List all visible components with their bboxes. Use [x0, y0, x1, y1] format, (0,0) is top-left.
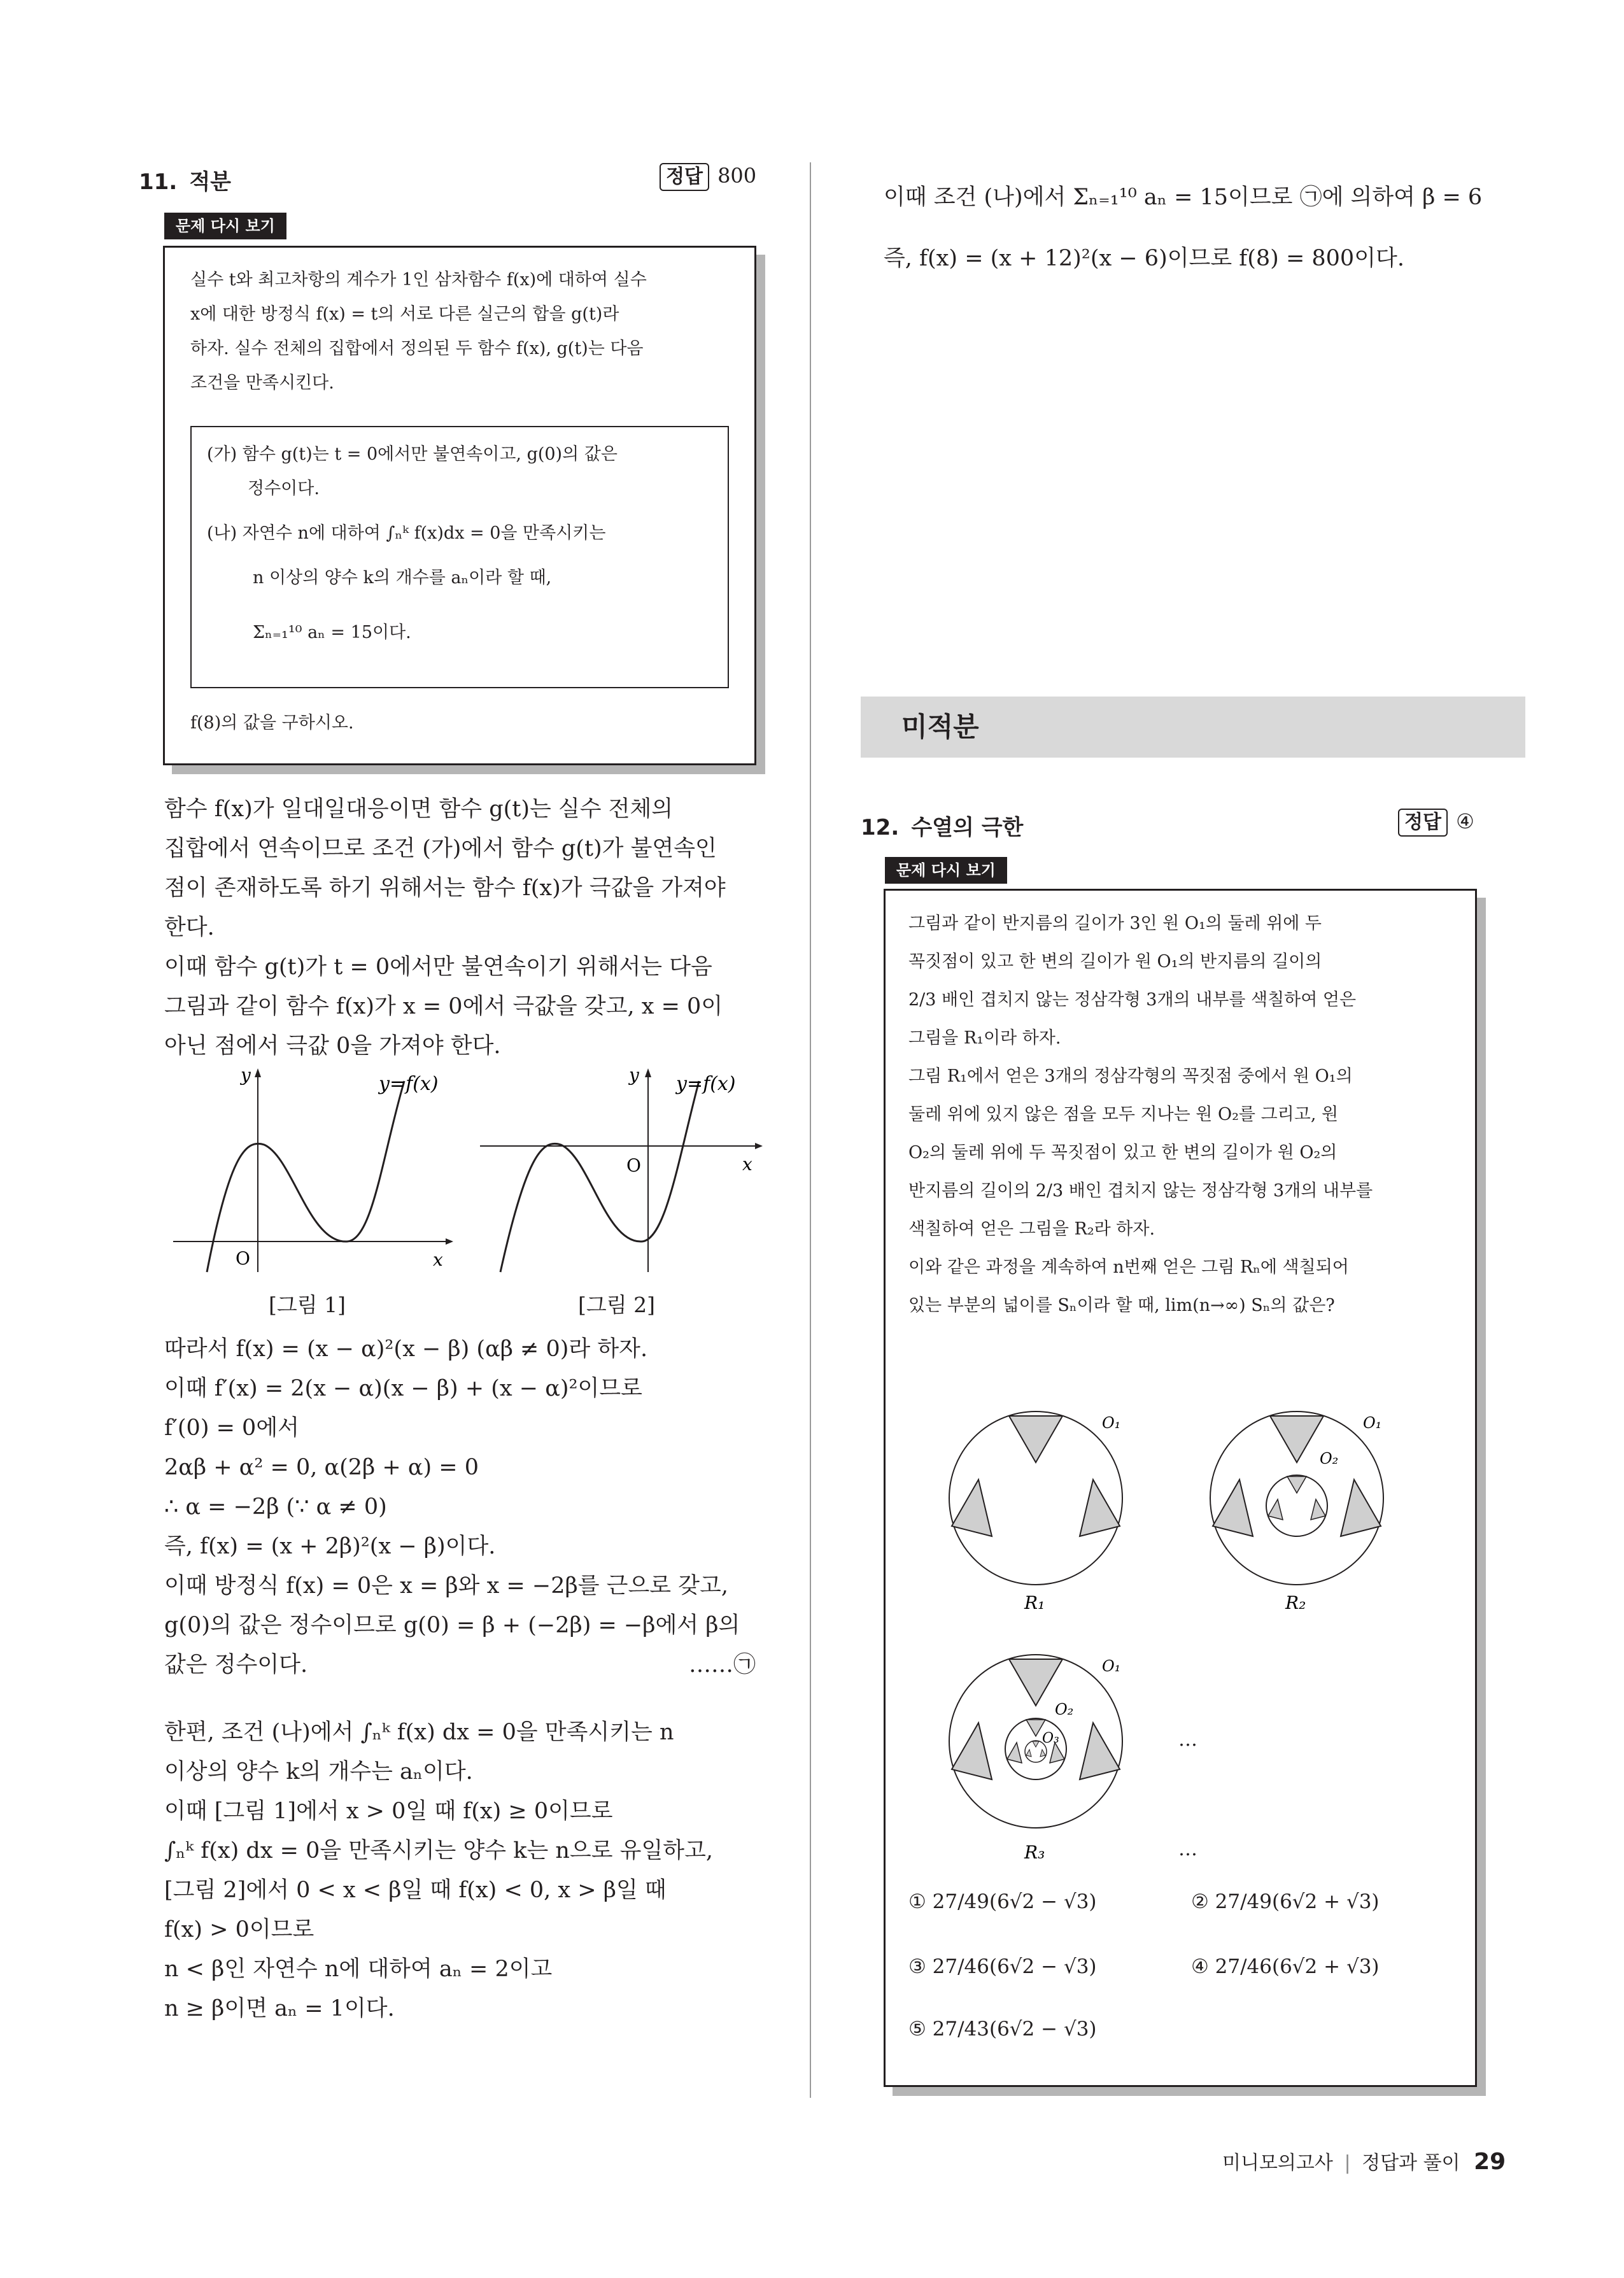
r3-label: R₃	[1024, 1842, 1045, 1863]
solution-line: f(x) > 0이므로	[164, 1917, 314, 1942]
x-axis-arrow	[446, 1238, 453, 1245]
solution-line: 2αβ + α² = 0, α(2β + α) = 0	[164, 1455, 479, 1480]
q12-topic: 수열의 극한	[911, 815, 1024, 840]
mark-reference: ……㉠	[689, 1652, 756, 1678]
o2-label: O₂	[1055, 1701, 1074, 1718]
q12-problem-box	[884, 889, 1477, 2087]
function-curve	[500, 1081, 699, 1272]
problem-line: 반지름의 길이의 2/3 배인 겹치지 않는 정삼각형 3개의 내부를	[908, 1181, 1373, 1201]
y-axis-arrow	[255, 1068, 261, 1077]
solution-line: 그림과 같이 함수 f(x)가 x = 0에서 극값을 갖고, x = 0이	[164, 994, 723, 1019]
q11-number: 11.	[139, 169, 178, 195]
solution-line: 한편, 조건 (나)에서 ∫ₙᵏ f(x) dx = 0을 만족시키는 n	[164, 1720, 674, 1745]
graph1-caption: [그림 1]	[269, 1292, 346, 1317]
problem-line: 실수 t와 최고차항의 계수가 1인 삼차함수 f(x)에 대하여 실수	[190, 270, 647, 290]
problem-line: 하자. 실수 전체의 집합에서 정의된 두 함수 f(x), g(t)는 다음	[190, 339, 644, 358]
choice-5[interactable]: ⑤ 27/43(6√2 − √3)	[908, 2018, 1097, 2041]
q11-condition-box	[190, 426, 729, 688]
solution-line: 이때 방정식 f(x) = 0은 x = β와 x = −2β를 근으로 갖고,	[164, 1573, 728, 1599]
graph-figure-1	[166, 1062, 465, 1278]
o1-label: O₁	[1102, 1414, 1121, 1432]
choice-2[interactable]: ② 27/49(6√2 + √3)	[1191, 1890, 1380, 1913]
cond-na-line3: Σₙ₌₁¹⁰ aₙ = 15이다.	[253, 623, 411, 642]
solution-line: [그림 2]에서 0 < x < β일 때 f(x) < 0, x > β일 때	[164, 1878, 667, 1903]
solution-line: 값은 정수이다.	[164, 1652, 308, 1678]
x-axis-arrow	[755, 1143, 763, 1149]
solution-line: 이때 함수 g(t)가 t = 0에서만 불연속이기 위해서는 다음	[164, 954, 712, 980]
q11-question: f(8)의 값을 구하시오.	[190, 713, 354, 733]
solution-line: ∫ₙᵏ f(x) dx = 0을 만족시키는 양수 k는 n으로 유일하고,	[164, 1838, 714, 1864]
o1-label: O₁	[1102, 1657, 1121, 1675]
ellipsis: …	[1178, 1838, 1197, 1860]
column-divider	[810, 162, 811, 2098]
solution-line: n < β인 자연수 n에 대하여 aₙ = 2이고	[164, 1956, 553, 1982]
solution-line: 즉, f(x) = (x + 12)²(x − 6)이므로 f(8) = 800이다.	[884, 246, 1404, 271]
choice-3[interactable]: ③ 27/46(6√2 − √3)	[908, 1955, 1097, 1978]
origin-label: O	[236, 1248, 250, 1269]
func-label: y=f(x)	[676, 1073, 736, 1095]
x-label: x	[742, 1154, 752, 1175]
problem-line: 있는 부분의 넓이를 Sₙ이라 할 때, lim(n→∞) Sₙ의 값은?	[908, 1296, 1335, 1315]
solution-line: 집합에서 연속이므로 조건 (가)에서 함수 g(t)가 불연속인	[164, 836, 717, 861]
r1-label: R₁	[1024, 1592, 1045, 1613]
origin-label: O	[626, 1155, 641, 1176]
o3-label: O₃	[1042, 1730, 1059, 1746]
cond-ga-line2: 정수이다.	[248, 479, 320, 499]
solution-line: 즉, f(x) = (x + 2β)²(x − β)이다.	[164, 1534, 496, 1559]
q11-solution-part1	[164, 789, 775, 1066]
page-number: 29	[1474, 2149, 1506, 2175]
problem-line: x에 대한 방정식 f(x) = t의 서로 다른 실근의 합을 g(t)라	[190, 304, 619, 324]
q12-header	[861, 810, 1023, 841]
page-footer: 미니모의고사 | 정답과 풀이 29	[1222, 2149, 1506, 2175]
problem-line: 조건을 만족시킨다.	[190, 373, 334, 393]
r2-label: R₂	[1285, 1592, 1306, 1613]
footer-book: 미니모의고사	[1222, 2152, 1333, 2174]
section-header: 미적분	[861, 697, 1525, 758]
q11-problem-text	[190, 263, 738, 400]
answer-label: 정답	[660, 163, 709, 191]
o1-label: O₁	[1363, 1414, 1382, 1432]
q12-review-tag: 문제 다시 보기	[885, 857, 1007, 884]
q12-number: 12.	[861, 815, 900, 840]
q11-solution-continued	[884, 167, 1520, 289]
choice-4[interactable]: ④ 27/46(6√2 + √3)	[1191, 1955, 1380, 1978]
cond-na-line2: n 이상의 양수 k의 개수를 aₙ이라 할 때,	[253, 568, 552, 588]
q11-answer	[660, 163, 756, 191]
problem-line: 그림과 같이 반지름의 길이가 3인 원 O₁의 둘레 위에 두	[908, 914, 1322, 933]
cond-ga-line1: (가) 함수 g(t)는 t = 0에서만 불연속이고, g(0)의 값은	[207, 444, 618, 464]
q11-review-tag: 문제 다시 보기	[164, 213, 286, 239]
q11-topic: 적분	[189, 169, 232, 195]
problem-line: 꼭짓점이 있고 한 변의 길이가 원 O₁의 반지름의 길이의	[908, 952, 1322, 972]
q12-problem-text	[908, 905, 1462, 1325]
x-label: x	[433, 1249, 443, 1270]
solution-line: n ≥ β이면 aₙ = 1이다.	[164, 1996, 395, 2021]
solution-line: 따라서 f(x) = (x − α)²(x − β) (αβ ≠ 0)라 하자.	[164, 1336, 648, 1362]
answer-value: 800	[717, 164, 757, 188]
q11-solution-part2	[164, 1329, 775, 1685]
y-label: y	[241, 1065, 251, 1086]
choice-1[interactable]: ① 27/49(6√2 − √3)	[908, 1890, 1097, 1913]
solution-line: f′(0) = 0에서	[164, 1415, 299, 1441]
solution-line: 점이 존재하도록 하기 위해서는 함수 f(x)가 극값을 가져야	[164, 875, 726, 901]
problem-line: O₂의 둘레 위에 두 꼭짓점이 있고 한 변의 길이가 원 O₂의	[908, 1143, 1338, 1163]
y-axis-arrow	[645, 1068, 651, 1077]
solution-line: 한다.	[164, 915, 215, 940]
func-label: y=f(x)	[379, 1073, 439, 1095]
figure-r1	[943, 1405, 1153, 1615]
cond-na-line1: (나) 자연수 n에 대하여 ∫ₙᵏ f(x)dx = 0을 만족시키는	[207, 523, 606, 543]
problem-line: 그림 R₁에서 얻은 3개의 정삼각형의 꼭짓점 중에서 원 O₁의	[908, 1066, 1353, 1086]
q11-problem-box	[163, 246, 756, 765]
problem-line: 2/3 배인 겹치지 않는 정삼각형 3개의 내부를 색칠하여 얻은	[908, 990, 1357, 1010]
answer-label: 정답	[1398, 809, 1448, 837]
answer-value: ④	[1456, 809, 1474, 833]
figure-r2	[1204, 1405, 1414, 1615]
solution-line: ∴ α = −2β (∵ α ≠ 0)	[164, 1494, 387, 1520]
q12-answer	[1398, 809, 1474, 837]
problem-line: 둘레 위에 있지 않은 점을 모두 지나는 원 O₂를 그리고, 원	[908, 1105, 1339, 1124]
problem-line: 그림을 R₁이라 하자.	[908, 1028, 1061, 1048]
footer-section: 정답과 풀이	[1362, 2152, 1460, 2174]
solution-line: 함수 f(x)가 일대일대응이면 함수 g(t)는 실수 전체의	[164, 796, 674, 822]
solution-line: 이때 조건 (나)에서 Σₙ₌₁¹⁰ aₙ = 15이므로 ㉠에 의하여 β = 6	[884, 185, 1483, 210]
problem-line: 이와 같은 과정을 계속하여 n번째 얻은 그림 Rₙ에 색칠되어	[908, 1257, 1349, 1277]
problem-line: 색칠하여 얻은 그림을 R₂라 하자.	[908, 1219, 1155, 1239]
figure-r3	[943, 1648, 1153, 1865]
solution-line: 이상의 양수 k의 개수는 aₙ이다.	[164, 1759, 473, 1785]
solution-line: 이때 f′(x) = 2(x − α)(x − β) + (x − α)²이므로	[164, 1376, 642, 1401]
y-label: y	[629, 1065, 639, 1086]
q11-solution-part3	[164, 1713, 775, 2028]
solution-line: g(0)의 값은 정수이므로 g(0) = β + (−2β) = −β에서 β의	[164, 1613, 740, 1638]
graph2-caption: [그림 2]	[578, 1292, 655, 1317]
graph-figure-2	[475, 1062, 774, 1278]
solution-line: 아닌 점에서 극값 0을 가져야 한다.	[164, 1033, 501, 1059]
o2-label: O₂	[1320, 1450, 1339, 1468]
ellipsis: …	[1178, 1729, 1197, 1751]
solution-line: 이때 [그림 1]에서 x > 0일 때 f(x) ≥ 0이므로	[164, 1799, 613, 1824]
function-curve	[207, 1081, 404, 1272]
